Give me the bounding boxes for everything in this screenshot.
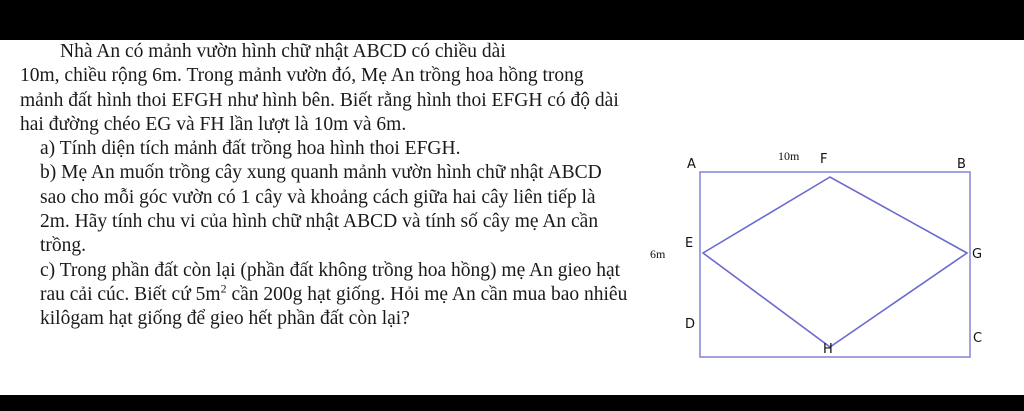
part-c-after: cần 200g hạt giống. Hỏi mẹ An cần mua bao nhiêu kilôgam hạt giống để gieo hết phần đất còn lại? xyxy=(40,283,628,330)
part-c-before: c) Trong phần đất còn lại (phần đất không trồng hoa hồng) mẹ An gieo hạt rau cải cúc. Biết cứ 5m xyxy=(40,259,621,305)
vertex-g-label: G xyxy=(972,247,983,262)
rhombus-efgh xyxy=(703,177,967,347)
garden-figure xyxy=(640,100,983,370)
rectangle-abcd xyxy=(700,172,970,357)
problem-text xyxy=(20,40,630,332)
part-b: b) Mẹ An muốn trồng cây xung quanh mảnh vườn hình chữ nhật ABCD sao cho mỗi góc vườn có 1 cây và khoảng cách giữa hai cây liên tiếp là 2m. Hãy tính chu vi của hình chữ nhật ABCD và tính số cây mẹ An cần trồng. xyxy=(40,162,602,257)
vertex-b-label: B xyxy=(957,157,966,172)
intro-line-1: Nhà An có mảnh vườn hình chữ nhật ABCD có chiều dài xyxy=(60,41,506,62)
length-label: 10m xyxy=(778,149,800,163)
vertex-h-label: H xyxy=(823,342,833,357)
part-a: a) Tính diện tích mảnh đất trồng hoa hình thoi EFGH. xyxy=(40,138,461,160)
worksheet-page xyxy=(0,40,1024,395)
width-label: 6m xyxy=(650,247,666,261)
vertex-e-label: E xyxy=(685,236,694,251)
vertex-d-label: D xyxy=(685,317,696,332)
part-c xyxy=(20,259,630,332)
vertex-a-label: A xyxy=(687,157,696,172)
intro-rest: 10m, chiều rộng 6m. Trong mảnh vườn đó, Mẹ An trồng hoa hồng trong mảnh đất hình thoi EFGH như hình bên. Biết rằng hình thoi EFGH có độ dài hai đường chéo EG và FH lần lượt là 10m và 6m. xyxy=(20,65,619,135)
vertex-c-label: C xyxy=(973,331,983,346)
garden-diagram xyxy=(640,100,983,370)
part-c-exponent: 2 xyxy=(220,281,227,296)
vertex-f-label: F xyxy=(820,152,828,167)
